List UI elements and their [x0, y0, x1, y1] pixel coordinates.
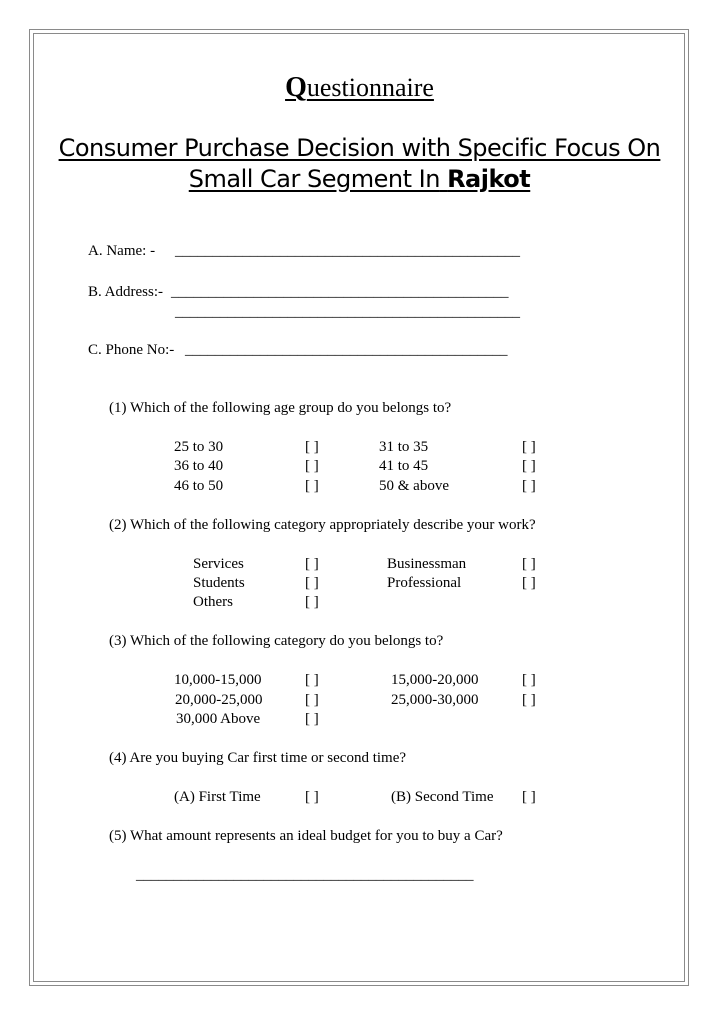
q3-checkbox[interactable]: [ ]	[305, 692, 319, 708]
q1-option: 36 to 40	[174, 458, 224, 474]
q2-checkbox[interactable]: [ ]	[305, 556, 319, 572]
subtitle-city: Rajkot	[447, 165, 531, 193]
title-first-letter: Q	[285, 72, 307, 103]
q1-option: 31 to 35	[379, 439, 429, 455]
q2-option: Professional	[387, 575, 462, 591]
address-field-line1[interactable]: _____________________________________________	[171, 284, 509, 300]
q1-option: 25 to 30	[174, 439, 224, 455]
question-5: (5) What amount represents an ideal budget for you to buy a Car?	[109, 828, 503, 844]
q4-option: (A) First Time	[174, 789, 261, 805]
q3-checkbox[interactable]: [ ]	[522, 672, 536, 688]
question-4: (4) Are you buying Car first time or second time?	[109, 750, 407, 766]
q1-checkbox[interactable]: [ ]	[522, 458, 536, 474]
question-2: (2) Which of the following category appropriately describe your work?	[109, 517, 536, 533]
q1-checkbox[interactable]: [ ]	[305, 458, 319, 474]
q4-checkbox[interactable]: [ ]	[522, 789, 536, 805]
budget-field[interactable]: _____________________________________________	[136, 867, 474, 883]
q1-checkbox[interactable]: [ ]	[522, 478, 536, 494]
title-rest: uestionnaire	[306, 73, 434, 102]
q3-checkbox[interactable]: [ ]	[305, 672, 319, 688]
q2-option: Others	[193, 594, 233, 610]
q3-option: 30,000 Above	[176, 711, 261, 727]
q3-checkbox[interactable]: [ ]	[522, 692, 536, 708]
q4-checkbox[interactable]: [ ]	[305, 789, 319, 805]
q3-option: 20,000-25,000	[175, 692, 263, 708]
q3-option: 25,000-30,000	[391, 692, 479, 708]
q1-checkbox[interactable]: [ ]	[305, 439, 319, 455]
q2-option: Services	[193, 556, 244, 572]
subtitle-line2	[0, 165, 719, 193]
q2-checkbox[interactable]: [ ]	[522, 575, 536, 591]
address-field-line2[interactable]: ______________________________________________	[175, 304, 520, 320]
q2-checkbox[interactable]: [ ]	[522, 556, 536, 572]
name-label: A. Name: -	[88, 243, 156, 259]
q3-option: 10,000-15,000	[174, 672, 262, 688]
phone-field[interactable]: ___________________________________________	[185, 342, 508, 358]
address-label: B. Address:-	[88, 284, 163, 300]
question-1: (1) Which of the following age group do you belongs to?	[109, 400, 452, 416]
q1-option: 41 to 45	[379, 458, 429, 474]
q4-option: (B) Second Time	[391, 789, 494, 805]
q1-option: 46 to 50	[174, 478, 224, 494]
q1-checkbox[interactable]: [ ]	[305, 478, 319, 494]
q1-checkbox[interactable]: [ ]	[522, 439, 536, 455]
q2-option: Students	[193, 575, 245, 591]
subtitle-line1: Consumer Purchase Decision with Specific Focus On	[58, 134, 661, 162]
name-field[interactable]: ______________________________________________	[175, 243, 520, 259]
q2-checkbox[interactable]: [ ]	[305, 575, 319, 591]
q2-checkbox[interactable]: [ ]	[305, 594, 319, 610]
phone-label: C. Phone No:-	[88, 342, 175, 358]
q3-checkbox[interactable]: [ ]	[305, 711, 319, 727]
page-title	[0, 72, 719, 104]
question-3: (3) Which of the following category do you belongs to?	[109, 633, 444, 649]
q1-option: 50 & above	[379, 478, 449, 494]
q3-option: 15,000-20,000	[391, 672, 479, 688]
q2-option: Businessman	[387, 556, 467, 572]
subtitle-plain: Small Car Segment In	[188, 165, 440, 193]
